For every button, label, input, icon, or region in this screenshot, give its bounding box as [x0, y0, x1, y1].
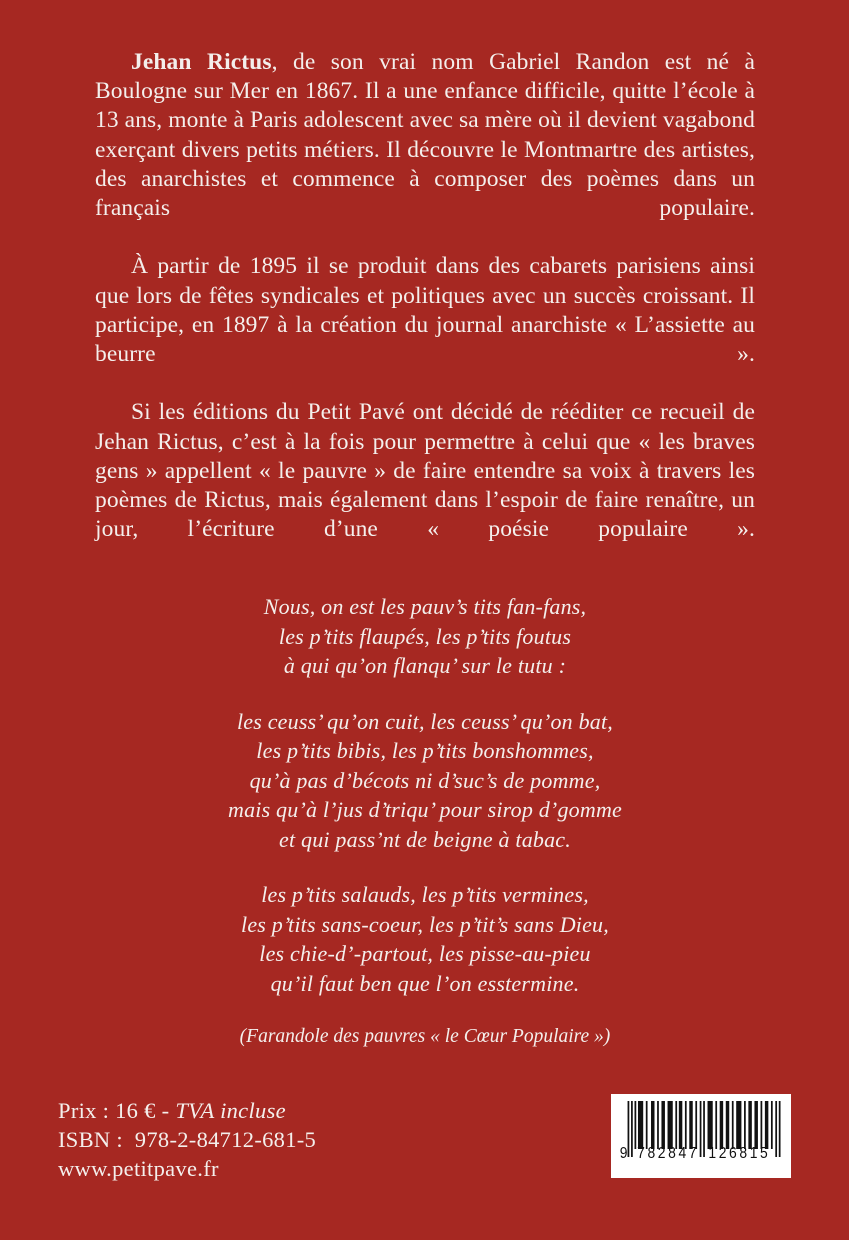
- poem-line: les p’tits sans-coeur, les p’tit’s sans Dieu,: [241, 911, 609, 937]
- poem-source-credit: (Farandole des pauvres « le Cœur Populaire »): [239, 1026, 611, 1047]
- prose-block: [95, 48, 755, 574]
- poem-stanza: [95, 707, 755, 855]
- website-line[interactable]: www.petitpave.fr: [58, 1156, 219, 1181]
- poem-line: les chie-d’-partout, les pisse-au-pieu: [259, 941, 591, 966]
- barcode-digits: [618, 1143, 784, 1162]
- barcode-digit-first: 9: [619, 1144, 628, 1162]
- poem-stanza: [95, 592, 755, 681]
- author-name: Jehan Rictus: [131, 49, 272, 75]
- poem-line: les ceuss’ qu’on cuit, les ceuss’ qu’on bat,: [236, 708, 613, 734]
- footer: [58, 1094, 791, 1183]
- biography-paragraph-1: [95, 48, 755, 252]
- poem-line: Nous, on est les pauv’s tits fan-fans,: [263, 594, 587, 619]
- poem-line: les p’tits bibis, les p’tits bonshommes,: [256, 738, 594, 763]
- poem-line: qu’à pas d’bécots ni d’suc’s de pomme,: [249, 767, 601, 793]
- poem-line: mais qu’à l’jus d’triqu’ pour sirop d’gomme: [227, 797, 622, 822]
- barcode-digit-group-1: 782847: [637, 1144, 700, 1162]
- barcode-digit-group-2: 126815: [708, 1144, 771, 1162]
- poem-line: à qui qu’on flanqu’ sur le tutu :: [283, 653, 567, 678]
- isbn-line: ISBN : 978-2-84712-681-5: [58, 1127, 317, 1152]
- poem-line: les p’tits salauds, les p’tits vermines,: [261, 882, 589, 907]
- poem-line: et qui pass’nt de beigne à tabac.: [279, 826, 571, 852]
- biography-paragraph-1-text: , de son vrai nom Gabriel Randon est né à Boulogne sur Mer en 1867. Il a une enfance difficile, quitte l’école à 13 ans, monte à Paris adolescent avec sa mère où il devient vagabond exerçant divers petits métiers. Il découvre le Montmartre des artistes, des anarchistes et commence à composer des poèmes dans un français populaire.: [95, 49, 756, 222]
- price-tax-note: TVA incluse: [175, 1098, 286, 1123]
- poem-line: les p’tits flaupés, les p’tits foutus: [278, 623, 572, 649]
- poem-line: qu’il faut ben que l’on esstermine.: [270, 970, 580, 996]
- barcode: [611, 1094, 791, 1178]
- poem-stanza: [95, 880, 755, 998]
- price-label: Prix : 16 € -: [58, 1098, 176, 1123]
- biography-paragraph-3: Si les éditions du Petit Pavé ont décidé de rééditer ce recueil de Jehan Rictus, c’est à la fois pour permettre à celui que « les braves gens » appellent « le pauvre » de faire entendre sa voix à travers les poèmes de Rictus, mais également dans l’espoir de faire renaître, un jour, l’écriture d’une « poésie populaire ».: [95, 399, 755, 543]
- price-line: [58, 1096, 316, 1125]
- poem-block: [95, 592, 755, 1050]
- footer-text-block: [58, 1094, 316, 1183]
- biography-paragraph-2: À partir de 1895 il se produit dans des cabarets parisiens ainsi que lors de fêtes syndicales et politiques avec un succès croissant. Il participe, en 1897 à la création du journal anarchiste « L’assiette au beurre ».: [95, 253, 755, 368]
